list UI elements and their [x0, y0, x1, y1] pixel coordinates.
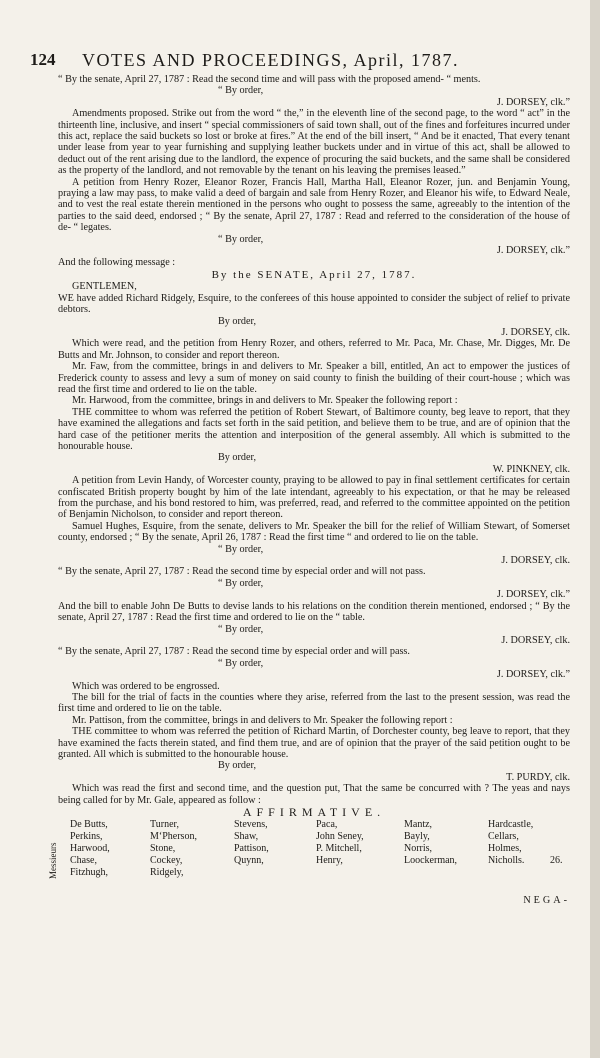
- paragraph: Amendments proposed. Strike out from the word “ the,” in the eleventh line of the second page, to the word “ act” in the thirteenth line, inclusive, and insert “ special commissioners of said town shall, out of the fines and forfeitures incurred under this act, replace the said buckets so lost or broke at fires.” At the end of the bill insert, “ And be it enacted, That every tenant under lease from year to year furnishing and supplying leather buckets under and in virtue of this act, shall be allowed to deduct out of the rent arising due to the landlord, the expence of procuring the said buckets, and the same shall be considered as the property of the landlord, and not removable by the tenant on his leaving the premises leased.”: [58, 108, 570, 177]
- vote-column: [316, 819, 364, 867]
- voter-name: Henry,: [316, 855, 343, 867]
- signature: J. DORSEY, clk.: [501, 634, 570, 646]
- order-line: “ By order,: [218, 657, 264, 669]
- voter-name: Fitzhugh,: [70, 867, 109, 879]
- page-body: [48, 74, 570, 907]
- voter-name: Paca,: [316, 819, 338, 831]
- voter-name: Norris,: [404, 843, 433, 855]
- vote-column: [234, 819, 269, 867]
- page-number: 124: [30, 50, 56, 69]
- signature: J. DORSEY, clk.”: [496, 589, 570, 601]
- paragraph: “ By the senate, April 27, 1787 : Read the second time and will pass with the proposed amend- “ ments.: [58, 74, 481, 85]
- paragraph: A petition from Levin Handy, of Worcester county, praying to be allowed to pay in final settlement certificates for certain confiscated British property bought by him of the late intendant, agreeably to his expectation, or that he may be released from the purchase, and his bond restored to him, was preferred, read, and referred to the committee appointed on the petition of Benjamin Nicholson, to consider and report thereon.: [58, 475, 570, 521]
- paragraph: “ By the senate, April 27, 1787 : Read the second time by especial order and will pass.: [58, 646, 410, 658]
- voter-name: Stone,: [150, 843, 176, 855]
- vote-column: [70, 819, 110, 879]
- signature: J. DORSEY, clk.: [501, 555, 570, 567]
- paragraph: The bill for the trial of facts in the counties where they arise, referred from the last to the present session, was read the first time and ordered to lie on the table.: [58, 691, 570, 715]
- signature: W. PINKNEY, clk.: [492, 463, 570, 475]
- vote-column: [150, 819, 197, 879]
- voter-name: Hardcastle,: [488, 819, 534, 831]
- senate-heading: By the SENATE, April 27, 1787.: [211, 268, 417, 281]
- voter-name: Mantz,: [404, 819, 433, 831]
- order-line: “ By order,: [218, 543, 264, 555]
- voter-name: Nicholls.: [488, 855, 525, 867]
- voter-name: Cockey,: [150, 855, 183, 867]
- voter-name: Holmes,: [488, 843, 522, 855]
- signature: J. DORSEY, clk.”: [496, 96, 570, 108]
- voter-name: Cellars,: [488, 831, 519, 843]
- paragraph: Mr. Harwood, from the committee, brings in and delivers to Mr. Speaker the following report :: [72, 395, 458, 407]
- voter-name: Bayly,: [404, 831, 430, 843]
- voter-name: Quynn,: [234, 855, 264, 867]
- voter-name: Stevens,: [234, 819, 268, 831]
- paragraph: And the following message :: [58, 256, 176, 268]
- page-header: [30, 50, 575, 72]
- order-line: By order,: [218, 315, 257, 327]
- order-line: “ By order,: [218, 623, 264, 635]
- vote-list: [48, 819, 570, 893]
- voter-name: Pattison,: [234, 843, 269, 855]
- signature: J. DORSEY, clk.”: [496, 245, 570, 257]
- voter-name: P. Mitchell,: [316, 843, 362, 855]
- voter-name: Ridgely,: [150, 867, 184, 879]
- paragraph: THE committee to whom was referred the petition of Richard Martin, of Dorchester county, beg leave to report, that they have examined the facts therein stated, and find them true, and are of opinion that the prayer of the said petition ought to be granted. All which is submitted to the honourable house.: [58, 726, 570, 760]
- paragraph: Which was ordered to be engrossed.: [72, 680, 220, 692]
- voter-name: Perkins,: [70, 831, 103, 843]
- catchword: NEGA-: [523, 895, 570, 907]
- vote-count: 26.: [550, 855, 563, 867]
- paragraph: Mr. Faw, from the committee, brings in and delivers to Mr. Speaker a bill, entitled, An act to empower the justices of Frederick county to assess and levy a sum of money on said county to finish the building of their court-house ; which was read the first time and ordered to lie on the table.: [58, 361, 570, 395]
- signature: T. PURDY, clk.: [506, 771, 570, 783]
- paragraph: Samuel Hughes, Esquire, from the senate, delivers to Mr. Speaker the bill for the relief of William Stewart, of Somerset county, endorsed ; “ By the senate, April 26, 1787 : Read the first time “ and ordered to lie on the table.: [58, 520, 570, 544]
- order-line: By order,: [218, 760, 257, 772]
- voter-name: M‘Pherson,: [150, 831, 197, 843]
- paragraph: WE have added Richard Ridgely, Esquire, to the conferees of this house appointed to consider the subject of relief to private debtors.: [58, 292, 570, 316]
- voter-name: Chase,: [70, 855, 97, 867]
- signature: J. DORSEY, clk.”: [496, 669, 570, 681]
- paragraph: And the bill to enable John De Butts to devise lands to his relations on the condition therein mentioned, endorsed ; “ By the senate, April 27, 1787 : Read the first time and ordered to lie on the “ table.: [58, 600, 570, 624]
- vote-column: [488, 819, 533, 867]
- salutation: GENTLEMEN,: [72, 281, 137, 293]
- order-line: “ By order,: [218, 577, 264, 589]
- paragraph: THE committee to whom was referred the petition of Robert Stewart, of Baltimore county, beg leave to report, that they have examined the allegations and facts set forth in the said petition, and believe them to be true, and are of opinion that the hard case of the petitioner merits the attention and interposition of the general assembly. All which is submitted to the honourable house.: [58, 406, 570, 452]
- voter-name: Loockerman,: [404, 855, 458, 867]
- affirmative-heading: AFFIRMATIVE.: [242, 805, 386, 819]
- order-line: “ By order,: [218, 233, 264, 245]
- order-line: By order,: [218, 452, 257, 464]
- signature: J. DORSEY, clk.: [501, 326, 570, 338]
- running-title: VOTES AND PROCEEDINGS, April, 1787.: [82, 50, 460, 70]
- messieurs-label: Messieurs: [48, 842, 58, 880]
- voter-name: Shaw,: [234, 831, 259, 843]
- vote-column: [404, 819, 457, 867]
- paragraph: A petition from Henry Rozer, Eleanor Rozer, Francis Hall, Martha Hall, Eleanor Rozer, jun. and Benjamin Young, praying a law may pass, to make valid a deed of bargain and sale from Henry Rozer, and Eleanor his wife, to Edward Neale, and to vest the real estate therein mentioned in the persons who ought to possess the same, agreeably to the intention of the parties to the said deed, endorsed ; “ By the senate, April 27, 1787 : Read and referred to the consideration of the house of de- “ legates.: [58, 176, 570, 234]
- paragraph: Mr. Pattison, from the committee, brings in and delivers to Mr. Speaker the following report :: [72, 714, 453, 726]
- voter-name: De Butts,: [70, 819, 108, 831]
- page-footer: [58, 893, 570, 906]
- binding-edge: [590, 0, 600, 1058]
- paragraph: “ By the senate, April 27, 1787 : Read the second time by especial order and will not pass.: [58, 566, 426, 578]
- voter-name: Turner,: [150, 819, 179, 831]
- voter-name: Harwood,: [70, 843, 110, 855]
- paragraph: Which were read, and the petition from Henry Rozer, and others, referred to Mr. Paca, Mr. Chase, Mr. Digges, Mr. De Butts and Mr. Johnson, to consider and report thereon.: [58, 338, 570, 361]
- order-line: “ By order,: [218, 85, 264, 97]
- paragraph: Which was read the first and second time, and the question put, That the same be concurred with ? The yeas and nays being called for by Mr. Gale, appeared as follow :: [58, 783, 570, 806]
- voter-name: John Seney,: [316, 831, 364, 843]
